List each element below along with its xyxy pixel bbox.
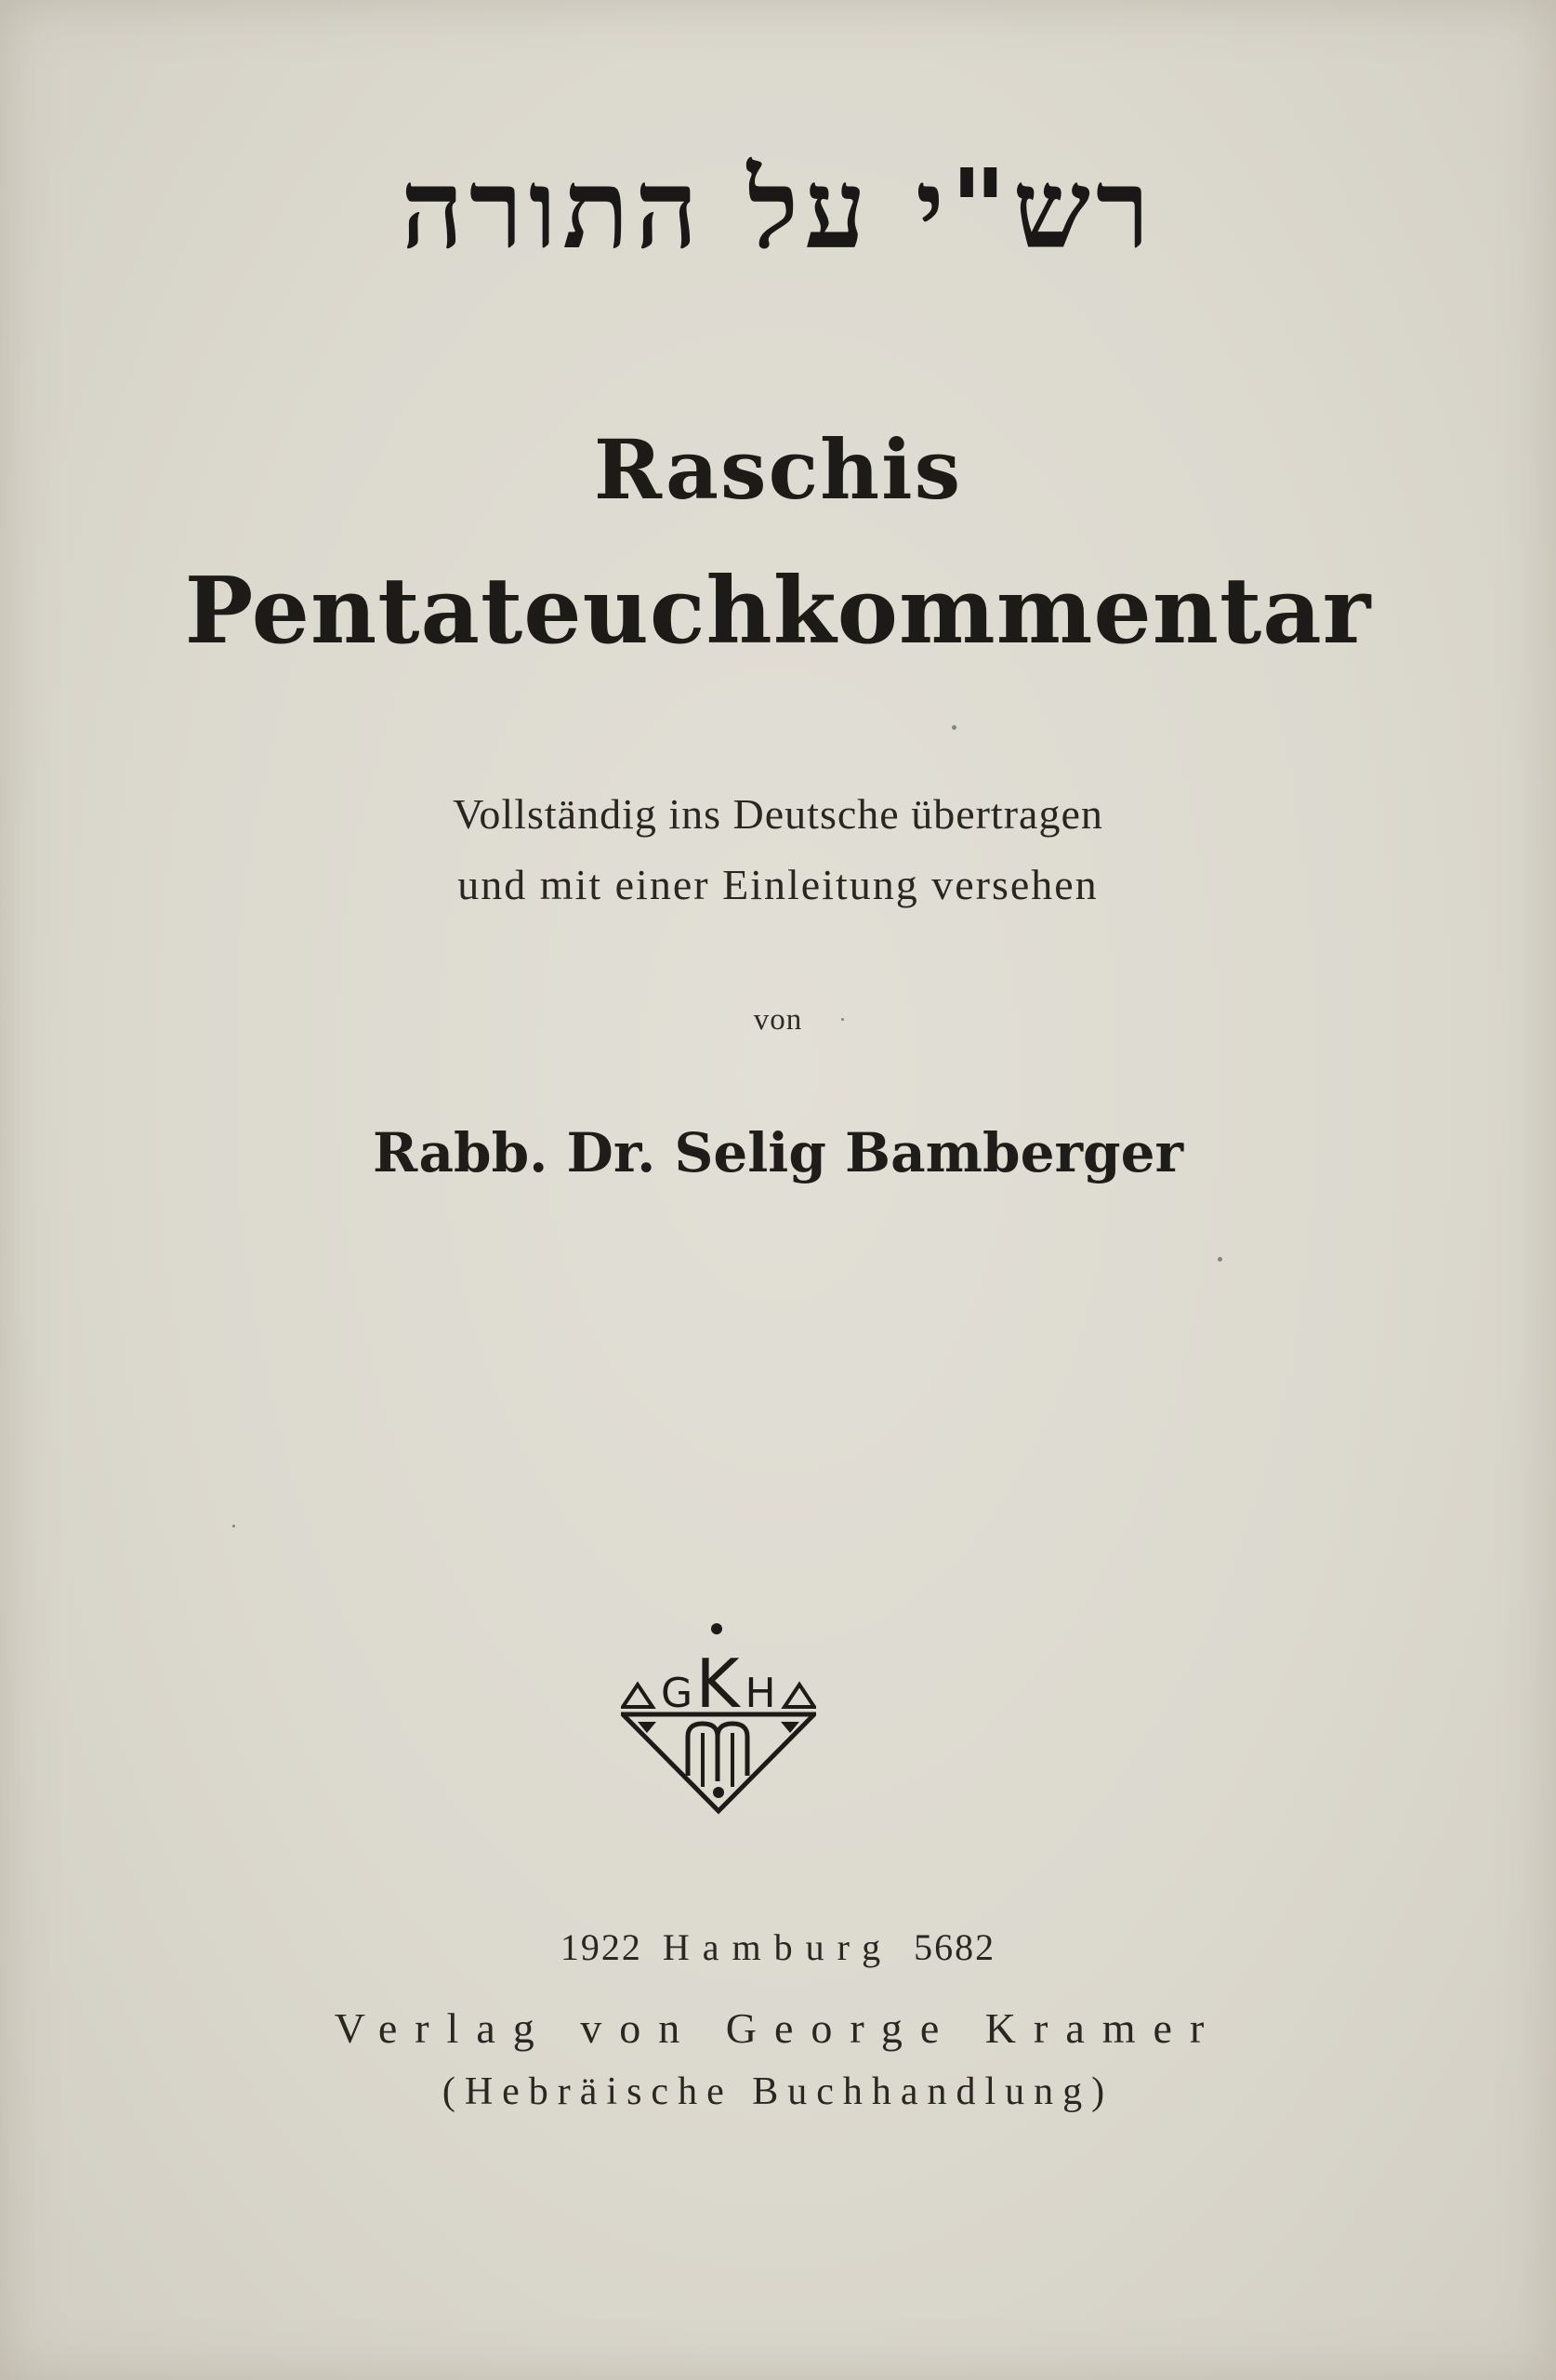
monogram-letter-k: K bbox=[695, 1645, 740, 1723]
monogram-letter-g: G bbox=[660, 1670, 693, 1717]
imprint-date-place bbox=[0, 1923, 1556, 1973]
monogram-letter-h: H bbox=[745, 1670, 776, 1717]
paper-speck bbox=[952, 725, 956, 730]
imprint-publisher: Verlag von George Kramer bbox=[334, 2004, 1222, 2052]
paper-speck bbox=[1218, 1257, 1222, 1262]
imprint-hebrew-year: 5682 bbox=[914, 1926, 996, 1968]
author-name: Rabb. Dr. Selig Bamberger bbox=[372, 1121, 1184, 1184]
hebrew-title: רש"י על התורה bbox=[401, 144, 1155, 273]
imprint-year: 1922 bbox=[560, 1926, 642, 1968]
publisher-monogram-icon bbox=[621, 1618, 816, 1831]
subtitle-line-1: Vollständig ins Deutsche übertragen bbox=[453, 790, 1103, 838]
imprint-city: Hamburg bbox=[662, 1926, 894, 1968]
title-line-2: Pentateuchkommentar bbox=[184, 558, 1372, 665]
title-line-1: Raschis bbox=[593, 421, 963, 518]
paper-speck bbox=[232, 1525, 235, 1527]
subtitle-line-2: und mit einer Einleitung versehen bbox=[457, 861, 1099, 908]
imprint-publisher-note: (Hebräische Buchhandlung) bbox=[442, 2070, 1114, 2113]
by-label: von bbox=[753, 1003, 803, 1037]
